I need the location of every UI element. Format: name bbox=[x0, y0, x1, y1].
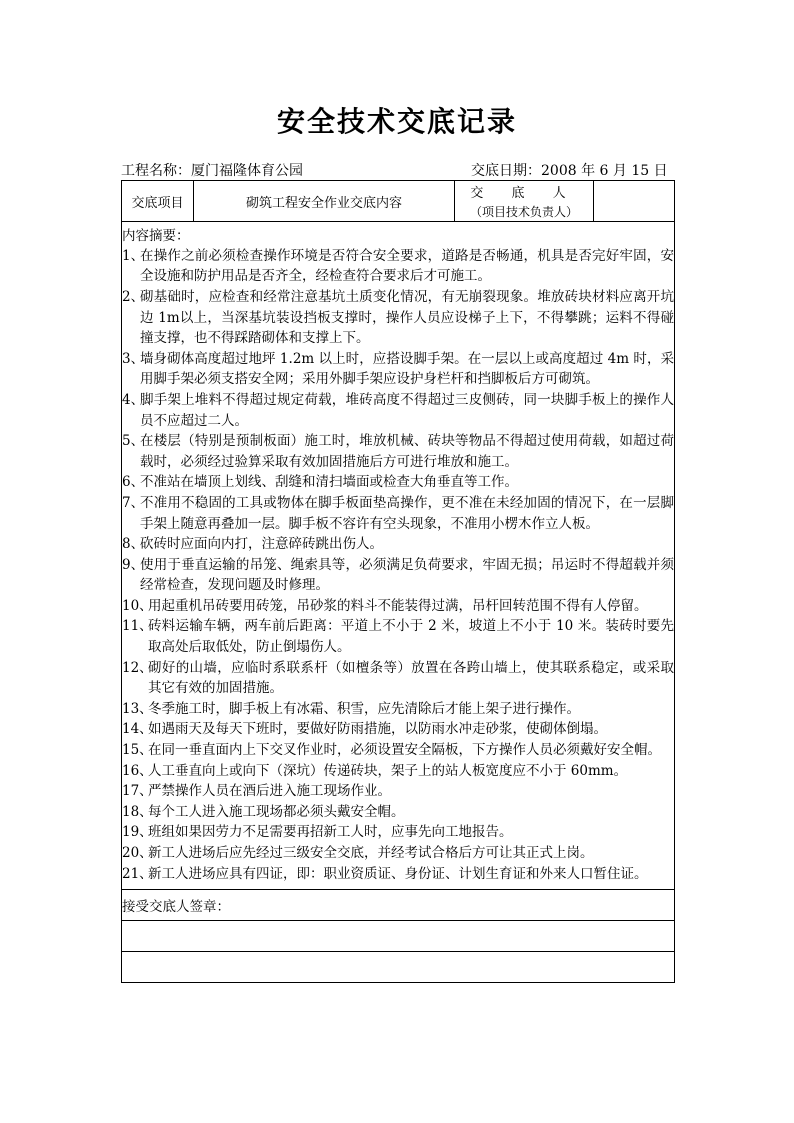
list-item bbox=[122, 761, 674, 782]
list-item bbox=[122, 719, 674, 740]
item-text: 墙身砌体高度超过地坪 1.2m 以上时，应搭设脚手架。在一层以上或高度超过 4m 时，采用脚手架必须支搭安全网；采用外脚手架应设护身栏杆和挡脚板后方可砌筑。 bbox=[140, 350, 674, 388]
person-label: 交 底 人 bbox=[470, 186, 578, 201]
item-text: 使用于垂直运输的吊笼、绳索具等，必须满足负荷要求，牢固无损；吊运时不得超载并须经常检查，发现问题及时修理。 bbox=[140, 556, 674, 594]
item-text: 不准站在墙顶上划线、刮缝和清扫墙面或检查大角垂直等工作。 bbox=[140, 474, 518, 491]
item-number: 14、 bbox=[122, 721, 153, 738]
list-item bbox=[122, 596, 674, 617]
item-number: 17、 bbox=[122, 783, 153, 800]
header-row bbox=[122, 181, 675, 222]
project-name bbox=[121, 160, 303, 180]
item-text: 砖料运输车辆，两车前后距离：平道上不小于 2 米，坡道上不小于 10 米。装砖时要先取高处后取低处，防止倒塌伤人。 bbox=[148, 618, 674, 656]
list-item bbox=[122, 555, 674, 596]
list-item bbox=[122, 493, 674, 534]
item-number: 15、 bbox=[122, 742, 153, 759]
item-number: 8、 bbox=[122, 536, 145, 553]
briefing-date bbox=[471, 160, 668, 180]
item-text: 新工人进场应具有四证，即：职业资质证、身份证、计划生育证和外来人口暂住证。 bbox=[148, 865, 648, 882]
date-label: 交底日期： bbox=[471, 163, 541, 179]
item-number: 12、 bbox=[122, 659, 153, 676]
list-item bbox=[122, 822, 674, 843]
list-item bbox=[122, 864, 674, 885]
content-cell bbox=[122, 222, 675, 890]
list-item bbox=[122, 616, 674, 657]
signature-label: 接受交底人签章： bbox=[122, 899, 230, 915]
item-number: 4、 bbox=[122, 391, 145, 408]
item-number: 21、 bbox=[122, 865, 153, 882]
item-text: 每个工人进入施工现场都必须头戴安全帽。 bbox=[148, 803, 405, 820]
item-value: 砌筑工程安全作业交底内容 bbox=[245, 195, 402, 211]
item-number: 7、 bbox=[122, 494, 145, 511]
signature-cell bbox=[122, 890, 675, 921]
signature-row bbox=[122, 890, 675, 921]
list-item bbox=[122, 658, 674, 699]
item-label: 交底项目 bbox=[131, 195, 184, 211]
item-number: 3、 bbox=[122, 350, 145, 367]
item-number: 6、 bbox=[122, 474, 145, 491]
item-text: 砍砖时应面向内打，注意碎砖跳出伤人。 bbox=[140, 536, 383, 553]
item-text: 用起重机吊砖要用砖笼，吊砂浆的料斗不能装得过满，吊杆回转范围不得有人停留。 bbox=[148, 597, 648, 614]
item-text: 严禁操作人员在酒后进入施工现场作业。 bbox=[148, 783, 391, 800]
content-heading: 内容摘要： bbox=[122, 227, 190, 244]
person-value-cell bbox=[594, 181, 675, 222]
item-text: 脚手架上堆料不得超过规定荷载，堆砖高度不得超过三皮侧砖，同一块脚手板上的操作人员不应超过二人。 bbox=[140, 391, 674, 429]
item-text: 在楼层（特别是预制板面）施工时，堆放机械、砖块等物品不得超过使用荷载，如超过荷载时，必须经过验算采取有效加固措施后方可进行堆放和施工。 bbox=[140, 433, 674, 470]
person-label-cell bbox=[455, 181, 594, 222]
list-item bbox=[122, 534, 674, 555]
project-value: 厦门福隆体育公园 bbox=[191, 163, 303, 179]
list-item bbox=[122, 390, 674, 431]
briefing-table bbox=[121, 180, 675, 983]
signature-blank-row-1 bbox=[122, 921, 675, 952]
date-value: 2008 年 6 月 15 日 bbox=[541, 163, 668, 179]
item-text: 人工垂直向上或向下（深坑）传递砖块，架子上的站人板宽度应不小于 60mm。 bbox=[148, 762, 628, 779]
item-number: 2、 bbox=[122, 288, 145, 305]
list-item bbox=[122, 781, 674, 802]
item-number: 20、 bbox=[122, 845, 153, 862]
list-item bbox=[122, 349, 674, 390]
item-text: 在同一垂直面内上下交叉作业时，必须设置安全隔板，下方操作人员必须戴好安全帽。 bbox=[148, 742, 661, 759]
item-text: 不准用不稳固的工具或物体在脚手板面垫高操作，更不准在未经加固的情况下，在一层脚手架上随意再叠加一层。脚手板不容许有空头现象，不准用小楞木作立人板。 bbox=[140, 494, 674, 532]
item-number: 16、 bbox=[122, 762, 153, 779]
item-value-cell bbox=[194, 181, 455, 222]
content-row bbox=[122, 222, 675, 890]
item-number: 13、 bbox=[122, 700, 153, 717]
item-number: 9、 bbox=[122, 556, 145, 573]
list-item bbox=[122, 472, 674, 493]
page-title: 安全技术交底记录 bbox=[276, 105, 517, 138]
list-item bbox=[122, 802, 674, 823]
item-number: 19、 bbox=[122, 824, 153, 841]
item-label-cell bbox=[122, 181, 194, 222]
list-item bbox=[122, 431, 674, 472]
item-text: 砌好的山墙，应临时系联系杆（如檀条等）放置在各跨山墙上，使其联系稳定，或采取其它有效的加固措施。 bbox=[148, 659, 674, 697]
list-item bbox=[122, 699, 674, 720]
item-number: 1、 bbox=[122, 247, 145, 264]
item-text: 冬季施工时，脚手板上有冰霜、积雪，应先清除后才能上架子进行操作。 bbox=[148, 700, 580, 717]
project-label: 工程名称： bbox=[121, 163, 191, 179]
blank-cell bbox=[122, 921, 675, 952]
signature-blank-row-2 bbox=[122, 952, 675, 983]
list-item bbox=[122, 246, 674, 287]
item-number: 18、 bbox=[122, 803, 153, 820]
list-item bbox=[122, 287, 674, 349]
item-text: 砌基础时，应检查和经常注意基坑土质变化情况，有无崩裂现象。堆放砖块材料应离开坑边 1m以上，当深基坑装设挡板支撑时，操作人员应设梯子上下，不得攀跳；运料不得碰撞支撑，也不得踩踏砌体和支撑上下。 bbox=[140, 288, 674, 347]
person-sublabel: （项目技术负责人） bbox=[469, 205, 578, 219]
item-text: 班组如果因劳力不足需要再招新工人时，应事先向工地报告。 bbox=[148, 824, 513, 841]
item-number: 10、 bbox=[122, 597, 153, 614]
blank-cell bbox=[122, 952, 675, 983]
item-number: 5、 bbox=[122, 433, 145, 450]
record-meta bbox=[121, 160, 674, 180]
item-number: 11、 bbox=[122, 618, 153, 635]
list-item bbox=[122, 740, 674, 761]
item-text: 如遇雨天及每天下班时，要做好防雨措施，以防雨水冲走砂浆，使砌体倒塌。 bbox=[148, 721, 607, 738]
item-text: 在操作之前必须检查操作环境是否符合安全要求，道路是否畅通，机具是否完好牢固，安全设施和防护用品是否齐全，经检查符合要求后才可施工。 bbox=[140, 247, 674, 285]
list-item bbox=[122, 843, 674, 864]
item-text: 新工人进场后应先经过三级安全交底，并经考试合格后方可让其正式上岗。 bbox=[148, 845, 594, 862]
content-list bbox=[122, 246, 674, 884]
